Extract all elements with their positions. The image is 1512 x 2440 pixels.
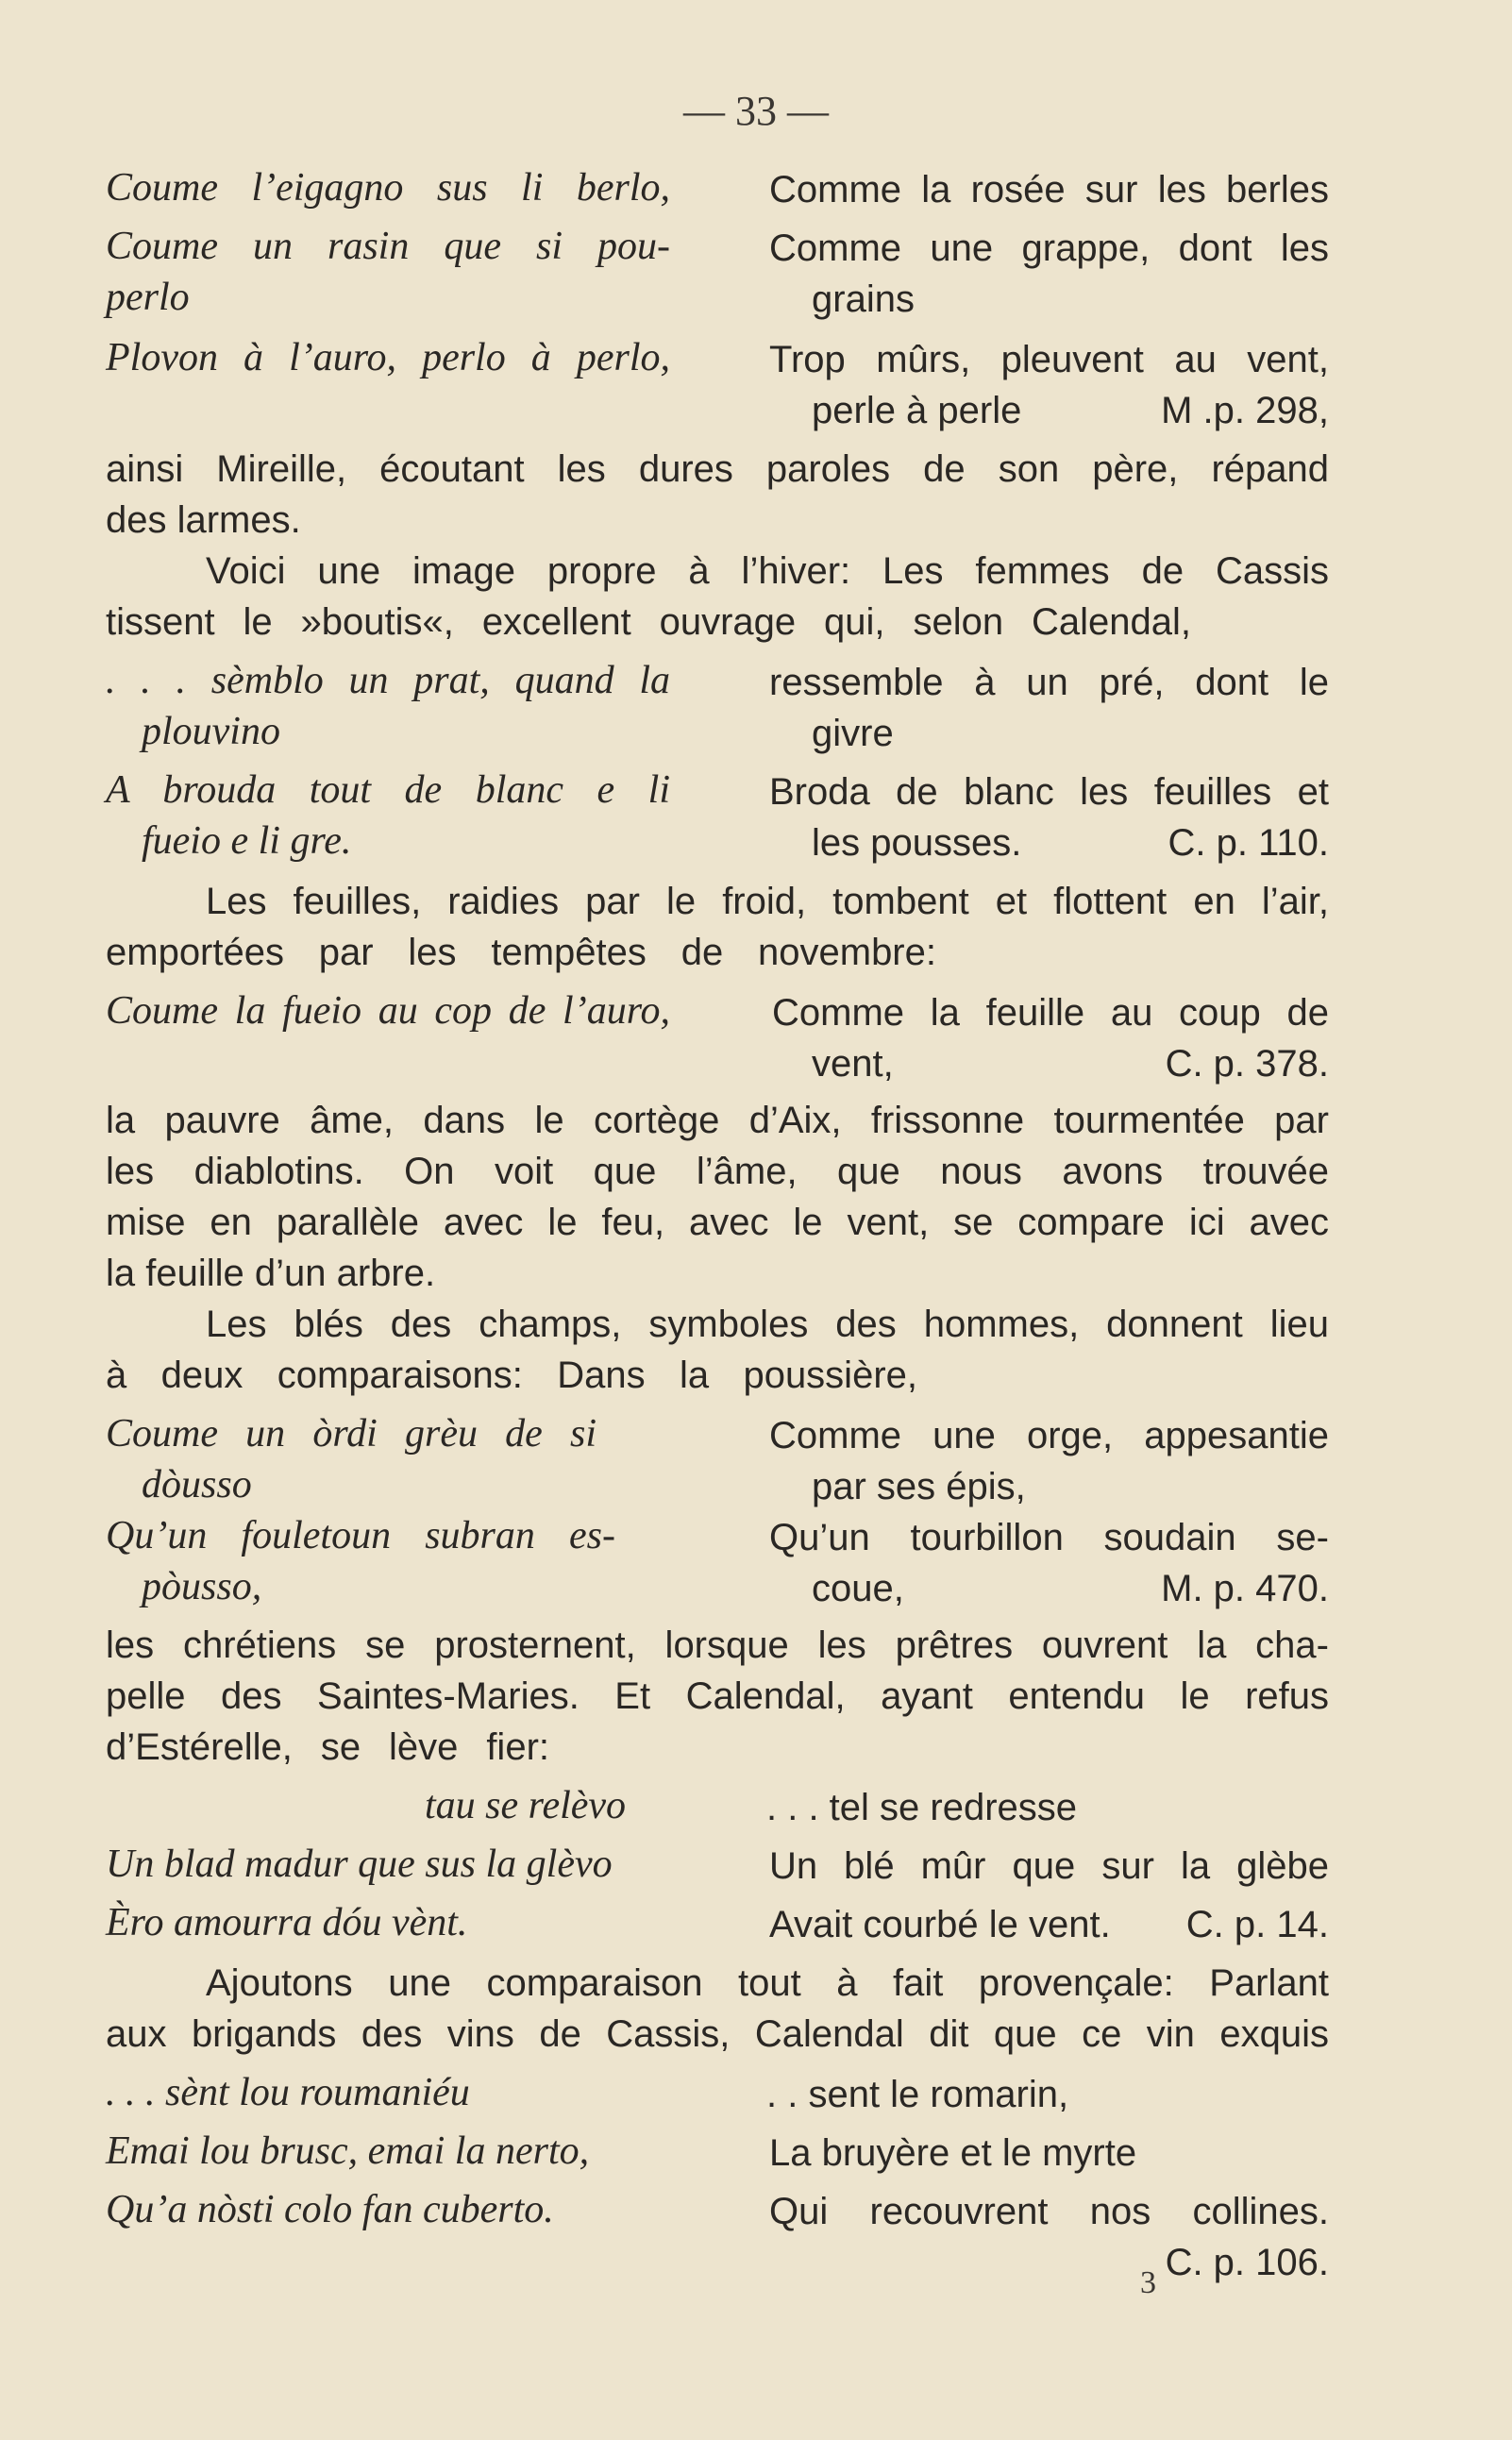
- body-text-line: Ajoutons une comparaison tout à fait provençale: Parlant: [206, 1962, 1329, 2004]
- verse-line: Coume l’eigagno sus li berlo,: [106, 166, 670, 210]
- translation-line: Trop mûrs, pleuvent au vent,: [769, 339, 1329, 380]
- body-text-line: des larmes.: [106, 499, 301, 541]
- translation-line: Comme une grappe, dont les: [769, 227, 1329, 269]
- verse-line: Coume un rasin que si pou-: [106, 225, 670, 268]
- verse-line: Coume la fueio au cop de l’auro,: [106, 989, 670, 1033]
- translation-line: . . sent le romarin,: [766, 2074, 1069, 2115]
- translation-line: Un blé mûr que sur la glèbe: [769, 1845, 1329, 1887]
- body-text-line: la pauvre âme, dans le cortège d’Aix, frissonne tourmentée par: [106, 1100, 1329, 1141]
- signature-mark: 3: [1140, 2265, 1156, 2300]
- body-text-line: d’Estérelle, se lève fier:: [106, 1726, 549, 1768]
- citation-reference: C. p. 106.: [1165, 2242, 1329, 2283]
- body-text-line: Voici une image propre à l’hiver: Les femmes de Cassis: [206, 550, 1329, 592]
- body-text-line: les chrétiens se prosternent, lorsque les prêtres ouvrent la cha-: [106, 1624, 1329, 1666]
- translation-line: coue,: [812, 1568, 904, 1609]
- body-text-line: aux brigands des vins de Cassis, Calendal dit que ce vin exquis: [106, 2013, 1329, 2055]
- translation-line: Qu’un tourbillon soudain se-: [769, 1517, 1329, 1558]
- translation-line: givre: [812, 713, 894, 754]
- verse-line: pòusso,: [142, 1565, 262, 1608]
- translation-line: les pousses.: [812, 822, 1022, 864]
- translation-line: Comme la rosée sur les berles: [769, 169, 1329, 210]
- verse-line: Emai lou brusc, emai la nerto,: [106, 2129, 590, 2173]
- body-text-line: Les feuilles, raidies par le froid, tombent et flottent en l’air,: [206, 881, 1329, 922]
- body-text-line: mise en parallèle avec le feu, avec le vent, se compare ici avec: [106, 1202, 1329, 1243]
- translation-line: Avait courbé le vent.: [769, 1904, 1111, 1945]
- verse-line: Èro amourra dóu vènt.: [106, 1901, 468, 1944]
- verse-line: Coume un òrdi grèu de si: [106, 1412, 596, 1456]
- body-text-line: Les blés des champs, symboles des hommes, donnent lieu: [206, 1304, 1329, 1345]
- translation-line: . . . tel se redresse: [766, 1787, 1078, 1828]
- verse-line: plouvino: [142, 710, 280, 753]
- verse-line: fueio e li gre.: [142, 819, 352, 863]
- verse-line: Qu’a nòsti colo fan cuberto.: [106, 2188, 554, 2231]
- body-text-line: à deux comparaisons: Dans la poussière,: [106, 1355, 917, 1396]
- translation-line: Comme une orge, appesantie: [769, 1415, 1329, 1456]
- translation-line: vent,: [812, 1043, 894, 1085]
- verse-line: tau se relèvo: [425, 1784, 627, 1827]
- citation-reference: M. p. 470.: [1161, 1568, 1329, 1609]
- body-text-line: tissent le »boutis«, excellent ouvrage qui, selon Calendal,: [106, 601, 1191, 643]
- body-text-line: pelle des Saintes-Maries. Et Calendal, ayant entendu le refus: [106, 1675, 1329, 1717]
- body-text-line: les diablotins. On voit que l’âme, que nous avons trouvée: [106, 1151, 1329, 1192]
- translation-line: La bruyère et le myrte: [769, 2132, 1137, 2174]
- translation-line: Comme la feuille au coup de: [772, 992, 1329, 1034]
- body-text-line: emportées par les tempêtes de novembre:: [106, 932, 936, 973]
- body-text-line: la feuille d’un arbre.: [106, 1253, 436, 1294]
- verse-line: perlo: [106, 276, 190, 319]
- page-number-header: — 33 —: [683, 88, 829, 134]
- translation-line: perle à perle: [812, 390, 1022, 431]
- body-text-line: ainsi Mireille, écoutant les dures paroles de son père, répand: [106, 448, 1329, 490]
- verse-line: Plovon à l’auro, perlo à perlo,: [106, 336, 670, 379]
- citation-reference: C. p. 110.: [1168, 822, 1329, 864]
- translation-line: ressemble à un pré, dont le: [769, 662, 1329, 703]
- verse-line: Qu’un fouletoun subran es-: [106, 1514, 615, 1557]
- translation-line: grains: [812, 278, 915, 320]
- citation-reference: M .p. 298,: [1161, 390, 1329, 431]
- verse-line: A brouda tout de blanc e li: [106, 768, 670, 812]
- citation-reference: C. p. 378.: [1165, 1043, 1329, 1085]
- translation-line: Qui recouvrent nos collines.: [769, 2191, 1329, 2232]
- citation-reference: C. p. 14.: [1185, 1904, 1329, 1945]
- translation-line: Broda de blanc les feuilles et: [769, 771, 1329, 813]
- verse-line: . . . sèmblo un prat, quand la: [106, 659, 670, 702]
- verse-line: . . . sènt lou roumaniéu: [106, 2071, 470, 2114]
- verse-line: dòusso: [142, 1463, 252, 1506]
- translation-line: par ses épis,: [812, 1466, 1026, 1507]
- verse-line: Un blad madur que sus la glèvo: [106, 1843, 613, 1886]
